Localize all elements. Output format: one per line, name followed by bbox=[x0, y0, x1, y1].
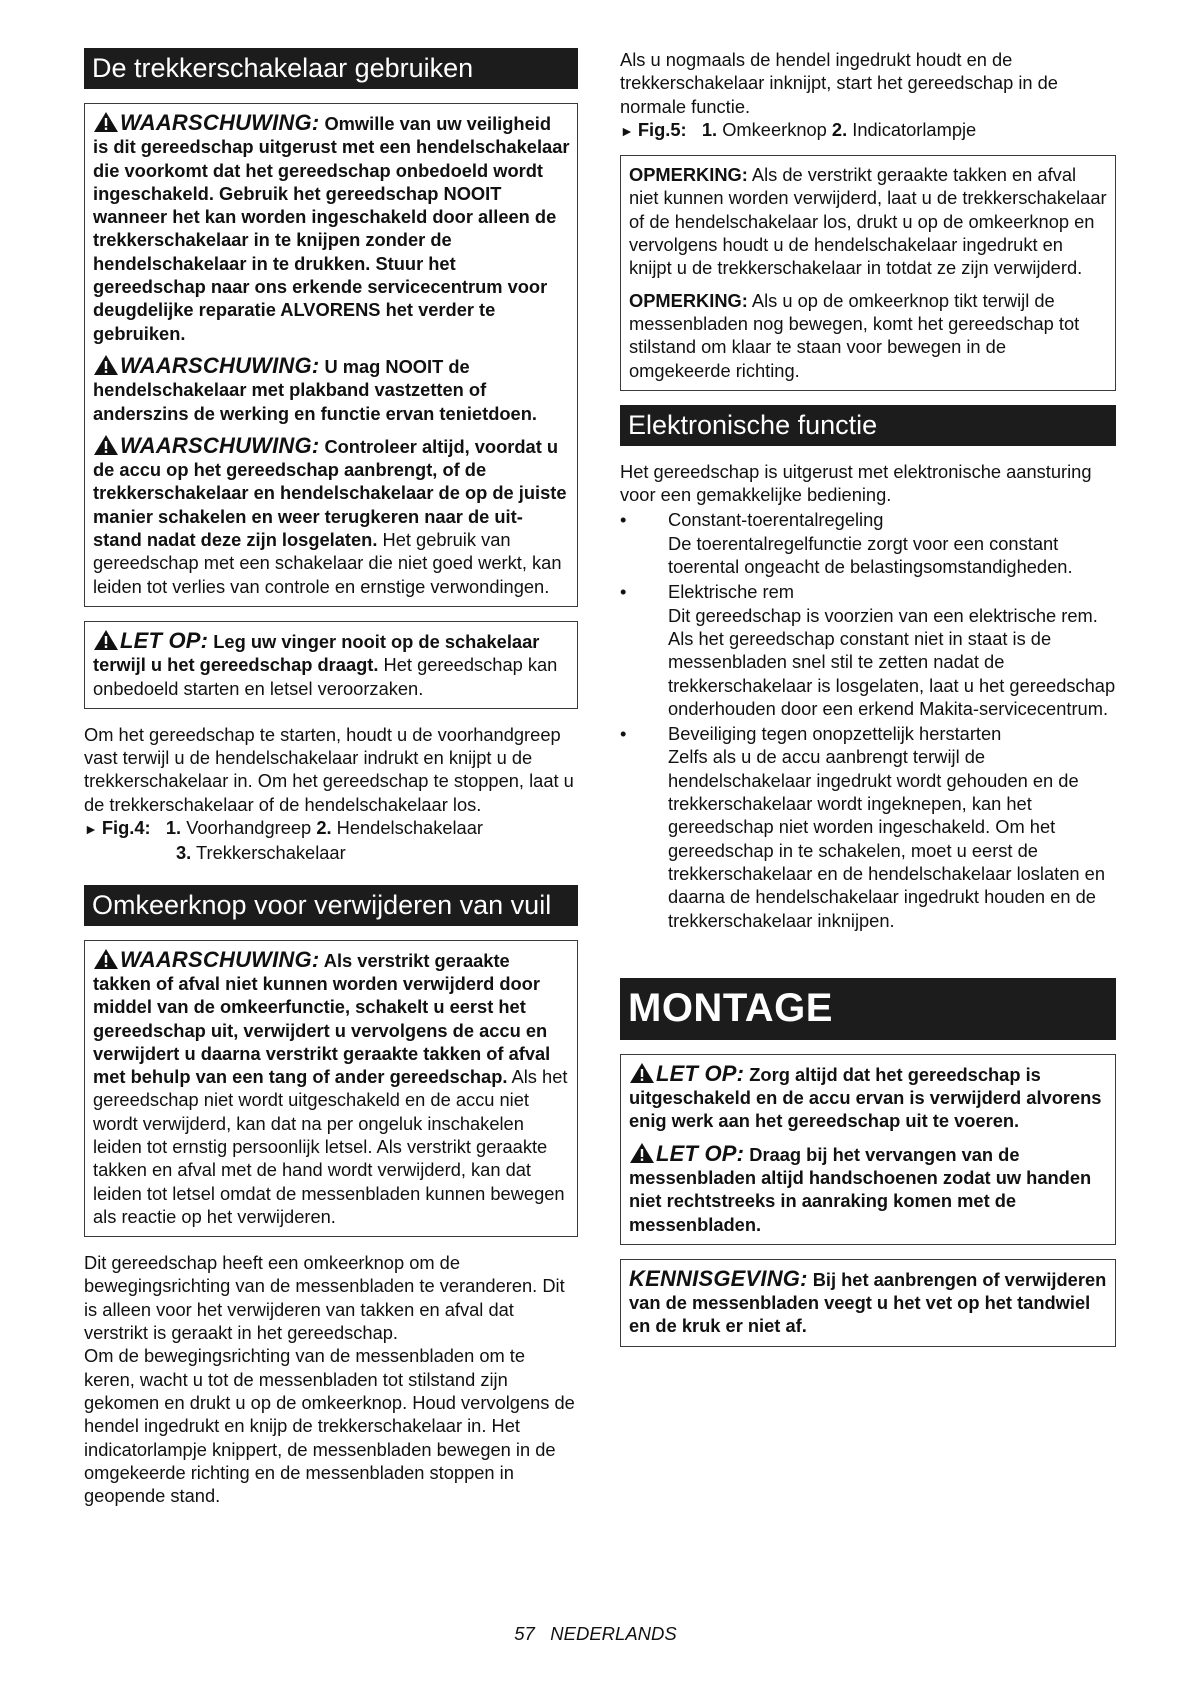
note-item bbox=[629, 163, 1108, 279]
caution-label: LET OP: bbox=[656, 1060, 745, 1086]
caution-box-montage bbox=[620, 1054, 1116, 1245]
caution-item bbox=[629, 1062, 1108, 1133]
list-item-title: Constant-toerentalregeling bbox=[668, 509, 884, 531]
fig-item-number: 2. bbox=[316, 817, 332, 839]
caution-item bbox=[93, 629, 570, 700]
footer-language: NEDERLANDS bbox=[550, 1623, 677, 1644]
note-text: Als de verstrikt geraakte takken en afval niet kunnen worden verwijderd, laat u de trekkerschakelaar of de hendelschakelaar los, drukt u op de omkeerknop en vervolgens houdt u de hendelschakelaar ingedrukt en knijpt u de trekkerschakelaar in totdat ze zijn verwijderd. bbox=[629, 164, 1107, 279]
warning-item bbox=[93, 111, 570, 345]
warning-triangle-icon bbox=[629, 1142, 655, 1164]
fig-item-text: Voorhandgreep bbox=[181, 817, 317, 839]
warning-box-reverse bbox=[84, 940, 578, 1238]
warning-text: Omwille van uw veiligheid is dit gereedschap uitgerust met een hendelschakelaar die voorkomt dat het gereedschap onbedoeld wordt ingeschakeld. Gebruik het gereedschap NOOIT wanneer het kan worden ingeschakeld door alleen de trekkerschakelaar in te knijpen zonder de hendelschakelaar in te drukken. Stuur het gereedschap naar ons erkende servicecentrum voor deugdelijke reparatie ALVORENS het verder te gebruiken. bbox=[93, 113, 570, 344]
notice-item bbox=[629, 1267, 1108, 1338]
section-heading-reverse-button: Omkeerknop voor verwijderen van vuil bbox=[84, 885, 578, 926]
notice-text: Bij het aanbrengen of verwijderen van de messenbladen veegt u het vet op het tandwiel en de kruk er niet af. bbox=[629, 1268, 1107, 1337]
list-item bbox=[620, 580, 1116, 720]
section-heading-montage: MONTAGE bbox=[620, 978, 1116, 1040]
warning-item bbox=[93, 354, 570, 425]
warning-text-normal: Het gebruik van gereedschap met een schakelaar die niet goed werkt, kan leiden tot verlies van controle en ernstige verwondingen. bbox=[93, 529, 562, 597]
section-heading-electronic: Elektronische functie bbox=[620, 405, 1116, 446]
list-item-title: Beveiliging tegen onopzettelijk herstarten bbox=[668, 723, 1002, 745]
warning-triangle-icon bbox=[93, 354, 119, 376]
warning-label: WAARSCHUWING: bbox=[120, 946, 320, 972]
fig-ref-label: Fig.5: bbox=[637, 118, 687, 140]
note-label: OPMERKING: bbox=[629, 289, 748, 311]
bullet-icon: • bbox=[620, 509, 627, 531]
right-column bbox=[620, 48, 1116, 1361]
list-item-text: De toerentalregelfunctie zorgt voor een constant toerental ongeacht de belastingsomstandigheden. bbox=[668, 532, 1073, 578]
warning-label: WAARSCHUWING: bbox=[120, 110, 320, 135]
warning-triangle-icon bbox=[93, 111, 119, 133]
note-label: OPMERKING: bbox=[629, 164, 748, 186]
fig-item-text: Hendelschakelaar bbox=[331, 817, 483, 839]
fig-item-number: 1. bbox=[165, 817, 182, 839]
warning-triangle-icon bbox=[93, 434, 119, 456]
caution-label: LET OP: bbox=[120, 627, 209, 653]
page-number: 57 bbox=[514, 1623, 535, 1644]
section-heading-trigger-switch: De trekkerschakelaar gebruiken bbox=[84, 48, 578, 89]
paragraph-reverse-steps: Om de bewegingsrichting van de messenbladen om te keren, wacht u tot de messenbladen tot stilstand zijn gekomen en drukt u op de omkeerknop. Houd vervolgens de hendel ingedrukt en knijp de trekkerschakelaar in. Het indicatorlampje knippert, de messenbladen bewegen in de omgekeerde richting en de messenbladen stoppen in geopende stand. bbox=[84, 1345, 575, 1507]
caution-text-normal: Het gereedschap kan onbedoeld starten en letsel veroorzaken. bbox=[93, 654, 558, 699]
warning-item bbox=[93, 434, 570, 598]
warning-box-trigger bbox=[84, 103, 578, 607]
fig-item-line bbox=[84, 841, 578, 864]
paragraph-normal-function: Als u nogmaals de hendel ingedrukt houdt en de trekkerschakelaar inknijpt, start het gereedschap in de normale functie. bbox=[620, 49, 1058, 117]
list-item bbox=[620, 508, 1116, 578]
caution-text: Draag bij het vervangen van de messenbladen altijd handschoenen zodat uw handen niet rechtstreeks in aanraking komen met de messenbladen. bbox=[629, 1143, 1092, 1235]
bullet-icon: • bbox=[620, 723, 627, 745]
fig-item-number: 3. bbox=[176, 842, 192, 864]
warning-text: Als verstrikt geraakte takken of afval niet kunnen worden verwijderd door middel van de omkeerfunctie, schakelt u eerst het gereedschap uit, verwijdert u vervolgens de accu en verwijdert u daarna verstrikt geraakte takken of afval met behulp van een tang of ander gereedschap. bbox=[93, 949, 551, 1088]
notice-box bbox=[620, 1259, 1116, 1347]
list-item bbox=[620, 722, 1116, 932]
fig-item-number: 2. bbox=[831, 118, 848, 140]
note-text: Als u op de omkeerknop tikt terwijl de messenbladen nog bewegen, komt het gereedschap tot stilstand om klaar te staan voor bewegen in de omgekeerde richting. bbox=[629, 289, 1080, 381]
fig-item-number: 1. bbox=[701, 118, 718, 140]
paragraph-electronic-intro: Het gereedschap is uitgerust met elektronische aansturing voor een gemakkelijke bediening. bbox=[620, 460, 1092, 506]
warning-text: U mag NOOIT de hendelschakelaar met plakband vastzetten of anderszins de werking en functie ervan tenietdoen. bbox=[93, 355, 537, 424]
figure-reference-fig5 bbox=[620, 118, 1116, 143]
warning-text-normal: Als het gereedschap niet wordt uitgeschakeld en de accu niet wordt verwijderd, kan dat na per ongeluk inschakelen leiden tot ernstig persoonlijk letsel. Als verstrikt geraakte takken en afval met de hand wordt verwijderd, kan dat leiden tot letsel omdat de messenbladen kunnen bewegen als reactie op het verwijderen. bbox=[93, 1066, 568, 1227]
caution-box-finger bbox=[84, 621, 578, 709]
warning-triangle-icon bbox=[93, 629, 119, 651]
caution-text: Leg uw vinger nooit op de schakelaar terwijl u het gereedschap draagt. bbox=[93, 630, 540, 676]
left-column bbox=[84, 48, 578, 1507]
list-item-text: Zelfs als u de accu aanbrengt terwijl de hendelschakelaar ingedrukt wordt gehouden en de trekkerschakelaar wordt ingeknepen, kan het gereedschap niet worden ingeschakeld. Om het gereedschap in te schakelen, moet u eerst de trekkerschakelaar en de hendelschakelaar loslaten en daarna de hendelschakelaar ingedrukt houden en de trekkerschakelaar inknijpen. bbox=[668, 746, 1105, 931]
fig-item-text: Trekkerschakelaar bbox=[191, 842, 346, 864]
notice-label: KENNISGEVING: bbox=[629, 1265, 808, 1291]
figure-reference-fig4 bbox=[84, 816, 578, 865]
list-item-title: Elektrische rem bbox=[668, 581, 794, 603]
warning-triangle-icon bbox=[629, 1062, 655, 1084]
list-item-text: Dit gereedschap is voorzien van een elektrische rem. Als het gereedschap constant niet in staat is de messenbladen snel stil te zetten nadat de trekkerschakelaar is losgelaten, laat u het gereedschap onderhouden door een erkend Makita-servicecentrum. bbox=[668, 604, 1116, 719]
fig-ref-label: Fig.4: bbox=[101, 817, 151, 839]
warning-label: WAARSCHUWING: bbox=[120, 432, 320, 458]
bullet-icon: • bbox=[620, 581, 627, 603]
paragraph-start-stop: Om het gereedschap te starten, houdt u de voorhandgreep vast terwijl u de hendelschakelaar indrukt en knijpt u de trekkerschakelaar in. Om het gereedschap te stoppen, laat u de trekkerschakelaar of de hendelschakelaar los. bbox=[84, 723, 574, 815]
note-item bbox=[629, 289, 1108, 382]
note-box bbox=[620, 155, 1116, 391]
fig-item-text: Omkeerknop bbox=[717, 118, 832, 140]
caution-text: Zorg altijd dat het gereedschap is uitgeschakeld en de accu ervan is verwijderd alvorens enig werk aan het gereedschap uit te voeren. bbox=[629, 1063, 1102, 1132]
page-footer bbox=[0, 1622, 1191, 1645]
arrow-right-icon: ► bbox=[84, 821, 98, 838]
arrow-right-icon: ► bbox=[620, 122, 634, 139]
fig-item-text: Indicatorlampje bbox=[847, 118, 977, 140]
warning-label: WAARSCHUWING: bbox=[120, 352, 320, 378]
electronic-features-list bbox=[620, 508, 1116, 931]
warning-text: Controleer altijd, voordat u de accu op het gereedschap aanbrengt, of de trekkerschakelaar en hendelschakelaar de op de juiste manier schakelen en weer terugkeren naar de uit-stand nadat deze zijn losgelaten. bbox=[93, 435, 567, 551]
paragraph-reverse-intro: Dit gereedschap heeft een omkeerknop om de bewegingsrichting van de messenbladen te veranderen. Dit is alleen voor het verwijderen van takken en afval dat verstrikt is geraakt in het gereedschap. bbox=[84, 1252, 565, 1344]
warning-triangle-icon bbox=[93, 948, 119, 970]
caution-label: LET OP: bbox=[656, 1140, 745, 1166]
caution-item bbox=[629, 1142, 1108, 1236]
warning-item bbox=[93, 948, 570, 1229]
